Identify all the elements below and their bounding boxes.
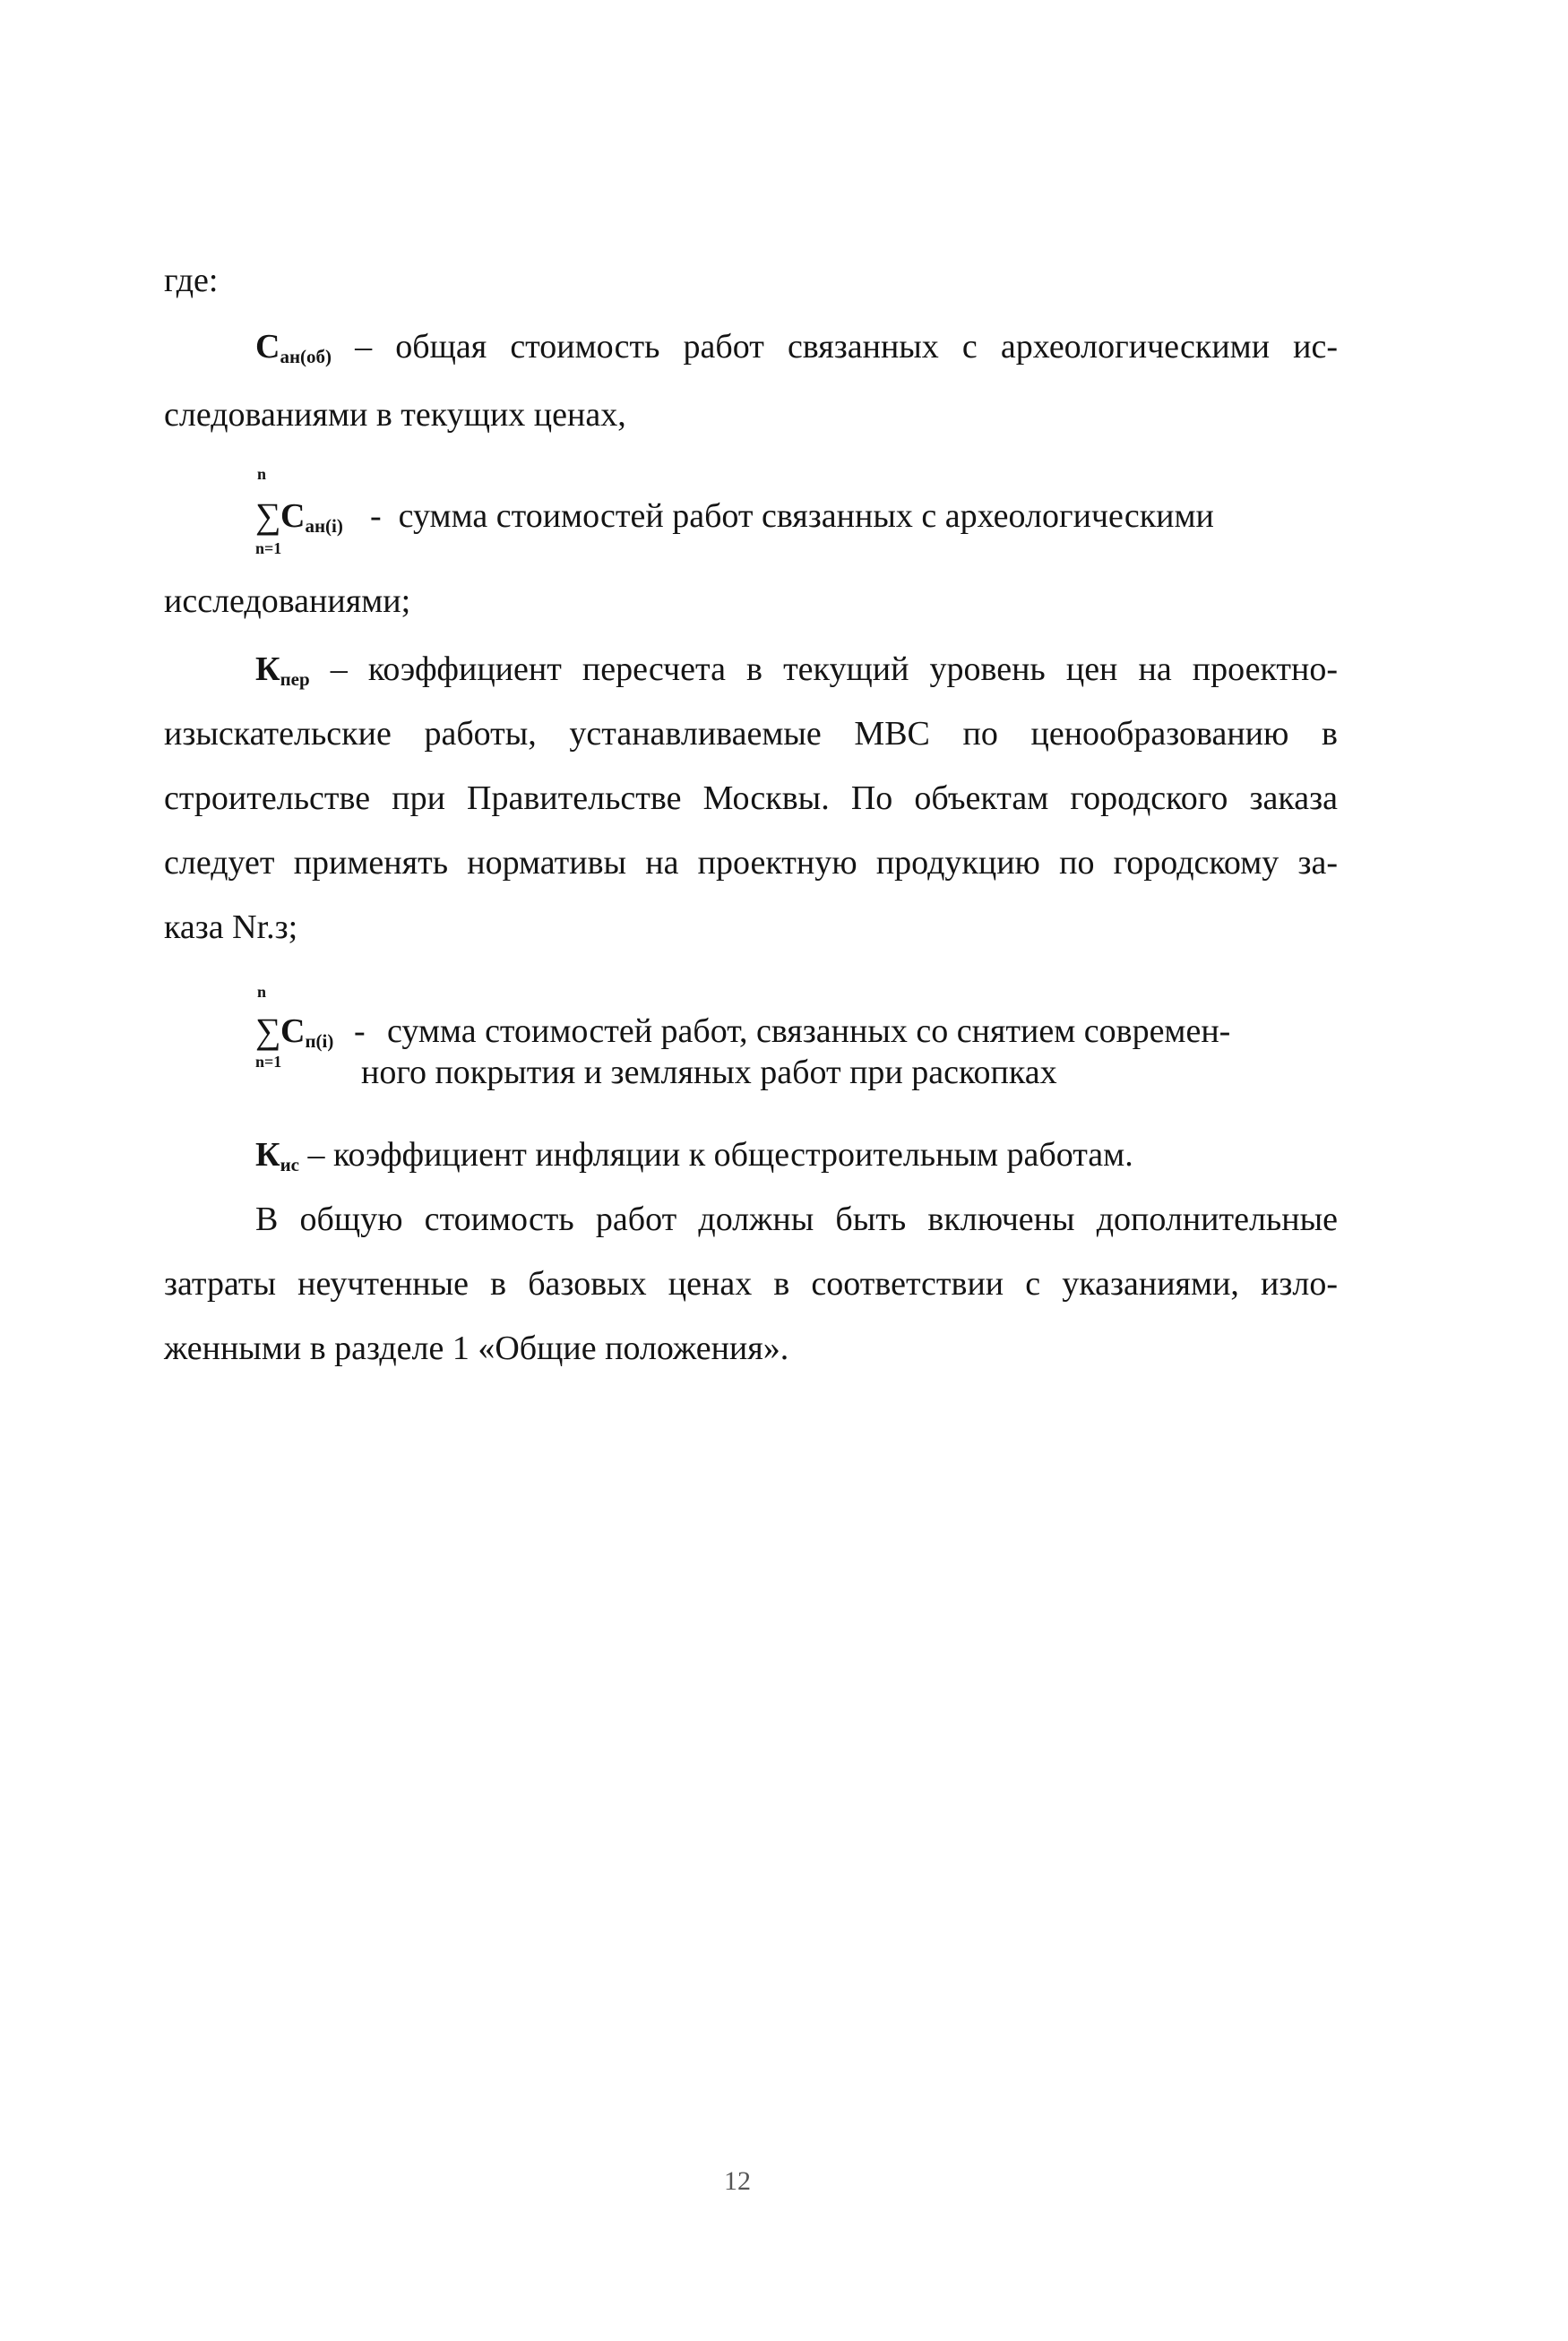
where-label: где:: [164, 262, 219, 299]
definition-c-an-ob-line-1: [255, 326, 1338, 377]
symbol-c-an-ob: $С_{ан(об)}$: [255, 328, 332, 367]
sum-lower-limit: n=1: [255, 1053, 282, 1071]
closing-paragraph-line-2: затраты неучтенные в базовых ценах в соответствии с указаниями, изло-: [164, 1265, 1338, 1303]
definition-k-is: $К_{ис}$ – коэффициент инфляции к общестроительным работам.: [255, 1136, 1133, 1175]
definition-k-per-line-3: строительстве при Правительстве Москвы. По объектам городского заказа: [164, 779, 1338, 817]
sum-c-p-i-text-line-1: сумма стоимостей работ, связанных со снятием современ-: [387, 1012, 1231, 1050]
closing-paragraph-line-3: женными в разделе 1 «Общие положения».: [164, 1330, 789, 1367]
symbol-k-is: $К_{ис}$: [255, 1136, 299, 1175]
sum-upper-limit: n: [257, 465, 267, 483]
definition-k-per-line-5: каза Nr.з;: [164, 908, 298, 946]
definition-dash: –: [355, 328, 373, 366]
definition-text: общая стоимость работ связанных с археологическими ис-: [395, 328, 1338, 366]
sigma-symbol: ∑: [255, 495, 281, 536]
sum-upper-limit: n: [257, 983, 267, 1001]
closing-paragraph-line-1: В общую стоимость работ должны быть включены дополнительные: [255, 1201, 1338, 1238]
symbol-k-per: $К_{пер}$: [255, 650, 310, 690]
sum-c-an-i-text-line-1: - сумма стоимостей работ связанных с археологическими: [370, 497, 1214, 535]
sum-c-an-i-text-line-2: исследованиями;: [164, 582, 411, 620]
definition-k-per-line-1: $К_{пер}$ – коэффициент пересчета в текущий уровень цен на проектно-: [255, 650, 1339, 690]
definition-k-per-line-2: изыскательские работы, устанавливаемые МВС по ценообразованию в: [164, 715, 1338, 753]
definition-k-per-line-4: следует применять нормативы на проектную продукцию по городскому за-: [164, 844, 1338, 882]
sum-c-p-i-dash: -: [354, 1012, 366, 1050]
page-number: 12: [724, 2166, 751, 2196]
symbol-c-p-i: $С_{п(i)}$: [280, 1012, 334, 1052]
sum-lower-limit: n=1: [255, 539, 282, 557]
sigma-symbol: ∑: [255, 1011, 281, 1051]
symbol-c-an-i: $С_{ан(i)}$: [280, 497, 343, 537]
definition-c-an-ob-line-2: следованиями в текущих ценах,: [164, 396, 626, 434]
sum-c-p-i-text-line-2: ного покрытия и земляных работ при раскопках: [361, 1054, 1057, 1091]
